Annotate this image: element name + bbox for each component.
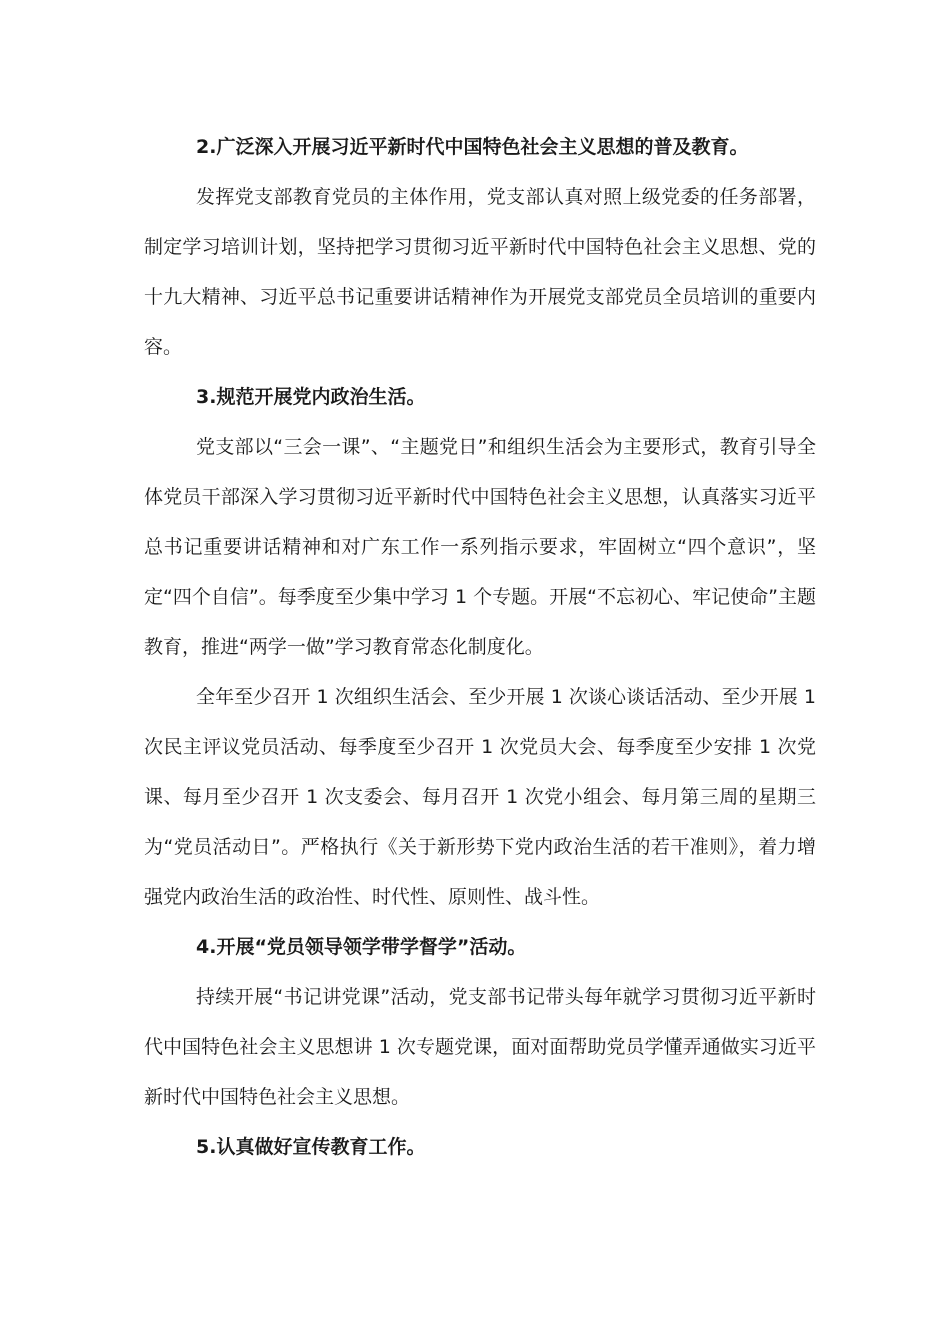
section-heading-2: 2.广泛深入开展习近平新时代中国特色社会主义思想的普及教育。 [196, 136, 749, 158]
section-3-paragraph-2: 全年至少召开 1 次组织生活会、至少开展 1 次谈心谈话活动、至少开展 1 次民主评议党员活动、每季度至少召开 1 次党员大会、每季度至少安排 1 次党课、每月至少召开 1 次支委会、每月召开 1 次党小组会、每月第三周的星期三为“党员活动日”。严格执行《关于新形势下党内政治生活的若干准则》，着力增强党内政治生活的政治性、时代性、原则性、战斗性。 [144, 686, 816, 908]
section-heading-5: 5.认真做好宣传教育工作。 [196, 1136, 426, 1158]
section-4-paragraph-1: 持续开展“书记讲党课”活动，党支部书记带头每年就学习贯彻习近平新时代中国特色社会主义思想讲 1 次专题党课，面对面帮助党员学懂弄通做实习近平新时代中国特色社会主义思想。 [144, 986, 816, 1108]
section-heading-3: 3.规范开展党内政治生活。 [196, 386, 426, 408]
section-heading-4: 4.开展“党员领导领学带学督学”活动。 [196, 936, 527, 958]
section-2-paragraph-1: 发挥党支部教育党员的主体作用，党支部认真对照上级党委的任务部署，制定学习培训计划，坚持把学习贯彻习近平新时代中国特色社会主义思想、党的十九大精神、习近平总书记重要讲话精神作为开展党支部党员全员培训的重要内容。 [144, 186, 816, 358]
document-body [144, 122, 816, 1172]
section-3-paragraph-1: 党支部以“三会一课”、“主题党日”和组织生活会为主要形式，教育引导全体党员干部深入学习贯彻习近平新时代中国特色社会主义思想，认真落实习近平总书记重要讲话精神和对广东工作一系列指示要求，牢固树立“四个意识”，坚定“四个自信”。每季度至少集中学习 1 个专题。开展“不忘初心、牢记使命”主题教育，推进“两学一做”学习教育常态化制度化。 [144, 436, 816, 658]
